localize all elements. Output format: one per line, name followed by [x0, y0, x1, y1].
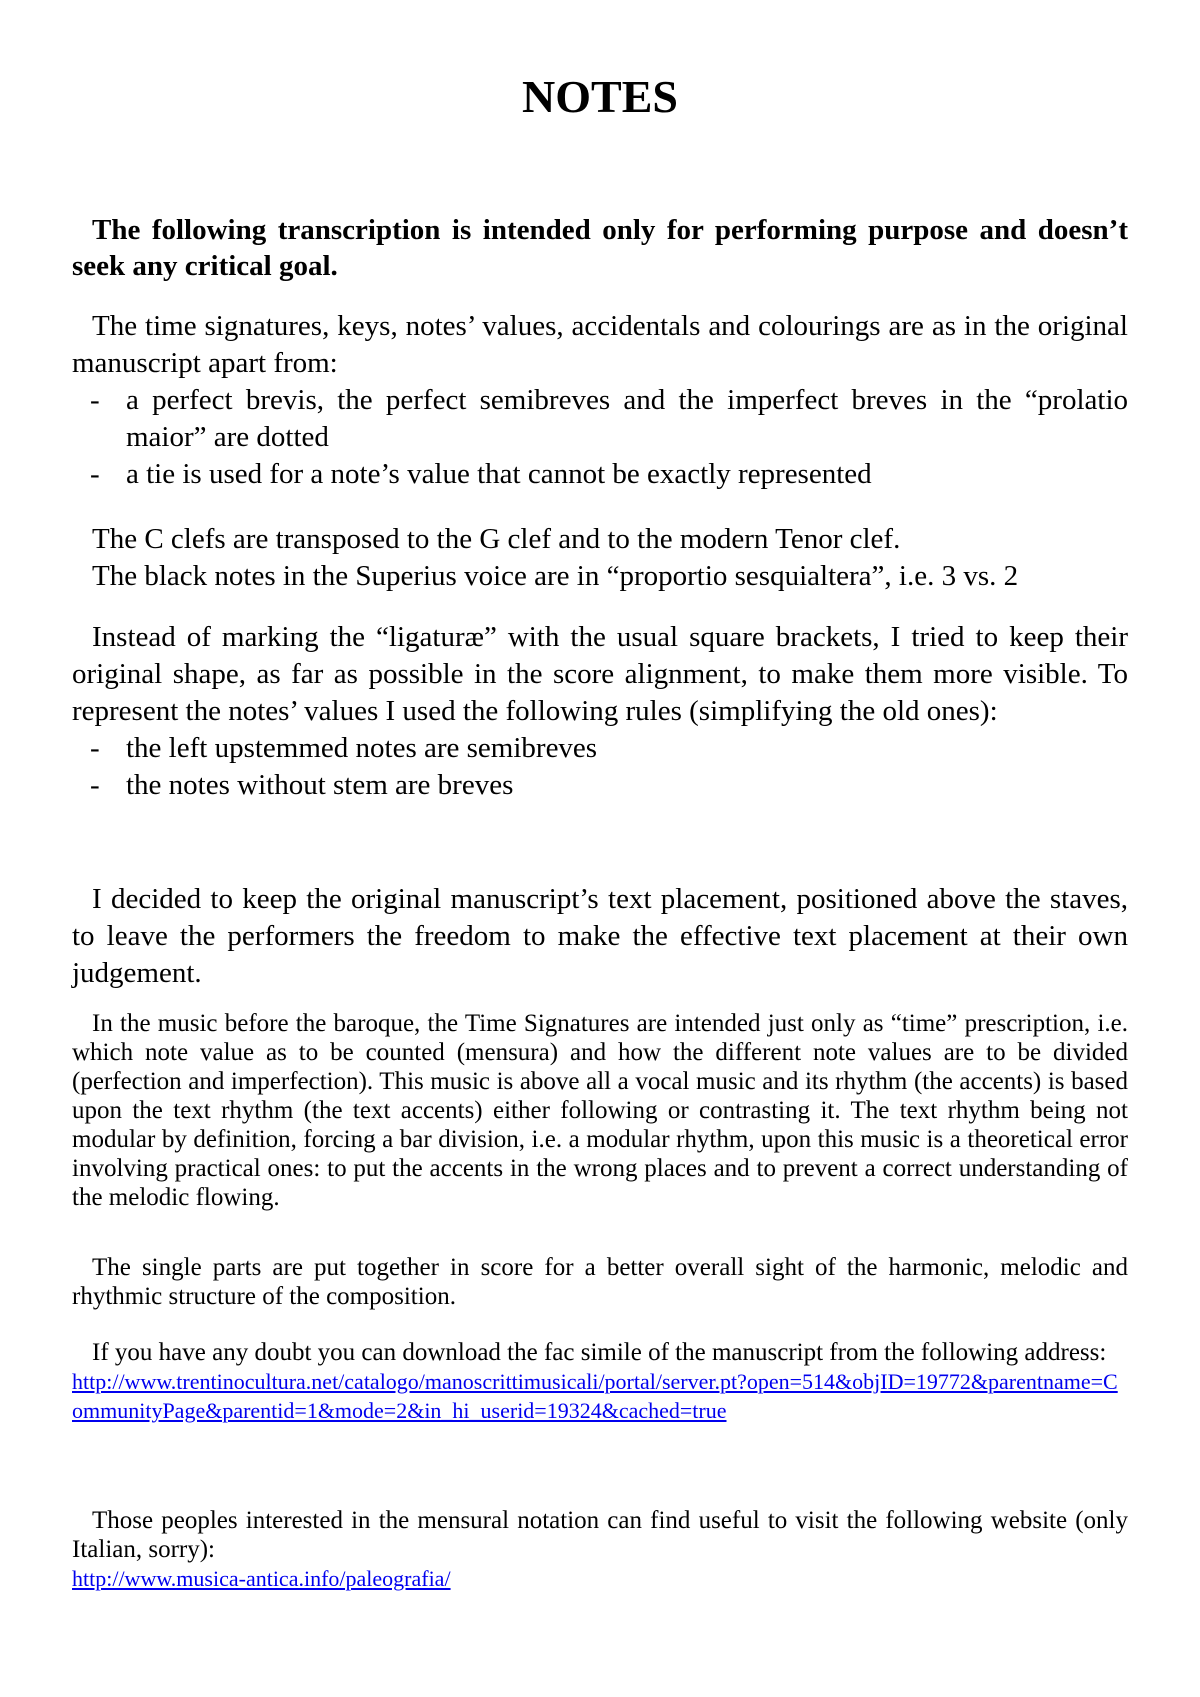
- ligatures-text: Instead of marking the “ligaturæ” with the usual square brackets, I tried to keep their original shape, as far as possible in the score alignment, to make them more visible. To represent the notes’ values I used the following rules (simplifying the old ones):: [72, 621, 1128, 727]
- score-text: The single parts are put together in score for a better overall sight of the harmonic, melodic and rhythmic structure of the composition.: [72, 1254, 1128, 1310]
- dash-bullet: -: [90, 458, 100, 490]
- signatures-list: [72, 382, 1128, 493]
- facsimile-text: If you have any doubt you can download the fac simile of the manuscript from the following address:: [92, 1339, 1107, 1366]
- intro-text: The following transcription is intended only for performing purpose and doesn’t seek any critical goal.: [72, 214, 1128, 282]
- mensural-text: Those peoples interested in the mensural notation can find useful to visit the following website (only Italian, sorry):: [72, 1507, 1128, 1563]
- text-placement-text: I decided to keep the original manuscript’s text placement, positioned above the staves, to leave the performers the freedom to make the effective text placement at their own judgement.: [72, 883, 1128, 989]
- clefs-section: [72, 521, 1128, 595]
- dash-bullet: -: [90, 732, 100, 764]
- list-item-text: the notes without stem are breves: [126, 769, 514, 801]
- list-item: [72, 730, 1128, 767]
- dash-bullet: -: [90, 384, 100, 416]
- dash-bullet: -: [90, 769, 100, 801]
- clefs-line-1: The C clefs are transposed to the G clef and to the modern Tenor clef.: [92, 523, 901, 555]
- baroque-section: [72, 1009, 1128, 1212]
- ligatures-section: [72, 619, 1128, 804]
- list-item: [72, 382, 1128, 456]
- signatures-text: The time signatures, keys, notes’ values, accidentals and colourings are as in the original manuscript apart from:: [72, 310, 1128, 379]
- text-placement-section: [72, 881, 1128, 992]
- page-title: NOTES: [522, 71, 678, 122]
- clefs-line-2: The black notes in the Superius voice are in “proportio sesquialtera”, i.e. 3 vs. 2: [92, 560, 1019, 592]
- signatures-section: [72, 308, 1128, 493]
- ligatures-list: [72, 730, 1128, 804]
- list-item-text: a perfect brevis, the perfect semibreves and the imperfect breves in the “prolatio maior” are dotted: [126, 384, 1128, 453]
- mensural-link[interactable]: http://www.musica-antica.info/paleografia/: [72, 1566, 451, 1591]
- list-item: [72, 456, 1128, 493]
- list-item-text: a tie is used for a note’s value that cannot be exactly represented: [126, 458, 872, 490]
- list-item-text: the left upstemmed notes are semibreves: [126, 732, 598, 764]
- list-item: [72, 767, 1128, 804]
- facsimile-link[interactable]: http://www.trentinocultura.net/catalogo/manoscrittimusicali/portal/server.pt?open=514&objID=19772&parentname=CommunityPage&parentid=1&mode=2&in_hi_userid=19324&cached=true: [72, 1369, 1118, 1423]
- facsimile-section: [72, 1338, 1128, 1425]
- mensural-section: [72, 1506, 1128, 1593]
- baroque-text: In the music before the baroque, the Time Signatures are intended just only as “time” prescription, i.e. which note value as to be counted (mensura) and how the different note values are to be divided (perfection and imperfection). This music is above all a vocal music and its rhythm (the accents) is based upon the text rhythm (the text accents) either following or contrasting it. The text rhythm being not modular by definition, forcing a bar division, i.e. a modular rhythm, upon this music is a theoretical error involving practical ones: to put the accents in the wrong places and to prevent a correct understanding of the melodic flowing.: [72, 1010, 1128, 1211]
- intro-paragraph: [72, 212, 1128, 284]
- score-section: [72, 1253, 1128, 1311]
